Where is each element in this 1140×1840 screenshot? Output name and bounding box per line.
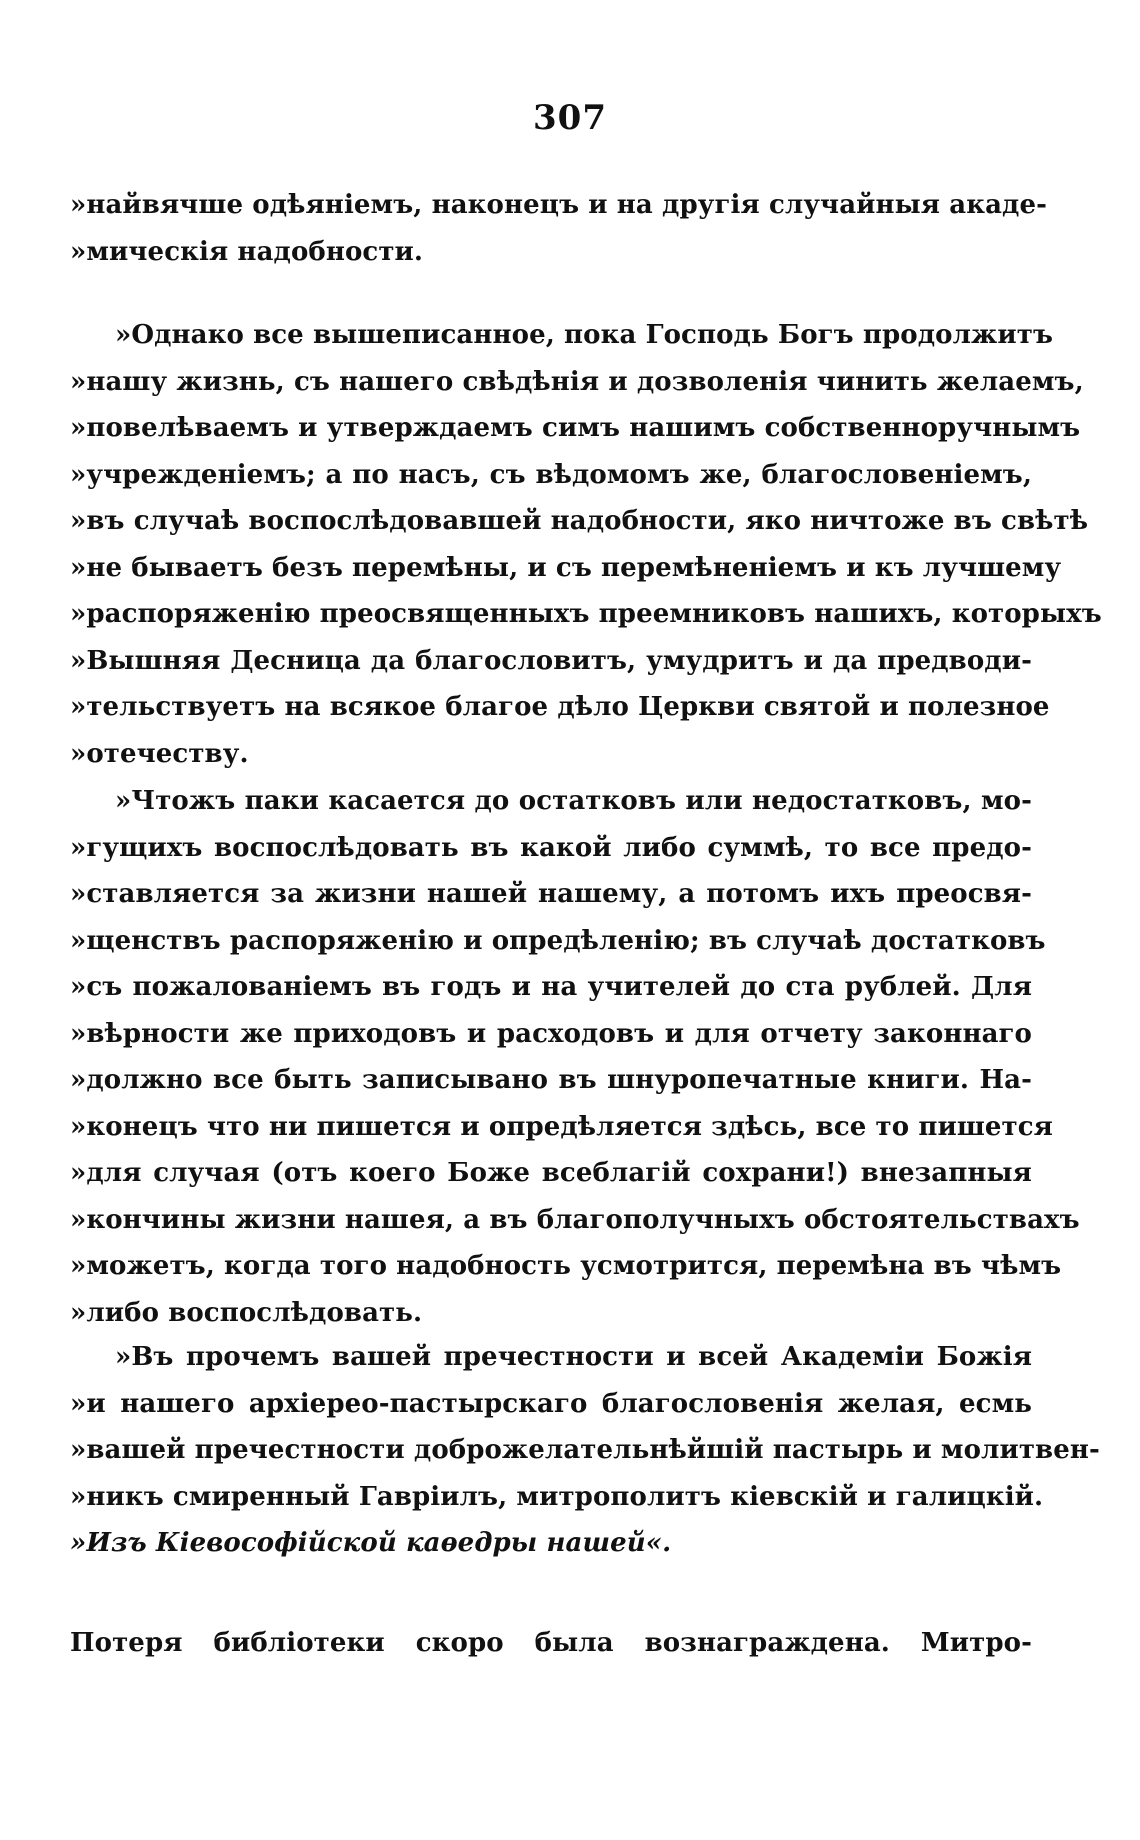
text-line: »Въ прочемъ вашей пречестности и всей Академіи Божія <box>115 1342 1032 1372</box>
paragraph-continuation <box>70 182 1048 275</box>
text-line: »никъ смиренный Гавріилъ, митрополитъ кіевскій и галицкій. <box>70 1481 1044 1512</box>
text-line: »гущихъ воспослѣдовать въ какой либо суммѣ, то все предо- <box>70 832 1032 863</box>
paragraph-will-provisions <box>70 312 1102 777</box>
text-line: »должно все быть записывано въ шнуропечатные книги. На- <box>70 1065 1032 1095</box>
text-line: »отечеству. <box>70 738 249 769</box>
text-line: »Чтожъ паки касается до остатковъ или недостатковъ, мо- <box>115 786 1032 816</box>
text-line: »Изъ Кіевософійской каѳедры нашей«. <box>70 1528 672 1558</box>
text-line: »тельствуетъ на всякое благое дѣло Церкви святой и полезное <box>70 692 1050 722</box>
paragraph-blessing <box>70 1334 1100 1567</box>
text-line: Потеря библіотеки скоро была вознаграждена. Митро- <box>70 1628 1032 1658</box>
text-line: »съ пожалованіемъ въ годъ и на учителей до ста рублей. Для <box>70 972 1032 1002</box>
text-line: »Вышняя Десница да благословитъ, умудритъ и да предводи- <box>70 645 1032 676</box>
text-line: »повелѣваемъ и утверждаемъ симъ нашимъ собственноручнымъ <box>70 413 1081 443</box>
text-line: »нашу жизнь, съ нашего свѣдѣнія и дозволенія чинить желаемъ, <box>70 366 1084 397</box>
text-line: »мическія надобности. <box>70 236 424 267</box>
text-line: »учрежденіемъ; а по насъ, съ вѣдомомъ же, благословеніемъ, <box>70 459 1032 490</box>
text-line: »либо воспослѣдовать. <box>70 1297 423 1328</box>
paragraph-library <box>70 1620 1032 1667</box>
text-line: »распоряженію преосвященныхъ преемниковъ нашихъ, которыхъ <box>70 599 1102 629</box>
text-line: »кончины жизни нашея, а въ благополучныхъ обстоятельствахъ <box>70 1204 1080 1235</box>
text-line: »щенствъ распоряженію и опредѣленію; въ случаѣ достатковъ <box>70 925 1046 956</box>
text-line: »для случая (отъ коего Боже всеблагій сохрани!) внезапныя <box>70 1158 1032 1188</box>
text-line: »вашей пречестности доброжелательнѣйшій пастырь и молитвен- <box>70 1435 1100 1465</box>
text-line: »въ случаѣ воспослѣдовавшей надобности, яко ничтоже въ свѣтѣ <box>70 506 1089 536</box>
text-line: »ставляется за жизни нашей нашему, а потомъ ихъ преосвя- <box>70 879 1032 909</box>
text-line: »найвячше одѣяніемъ, наконецъ и на другія случайныя акаде- <box>70 190 1048 220</box>
text-line: »не бываетъ безъ перемѣны, и съ перемѣненіемъ и къ лучшему <box>70 552 1062 583</box>
text-line: »и нашего архіерео-пастырскаго благословенія желая, есмь <box>70 1388 1032 1419</box>
page-number: 307 <box>533 98 607 138</box>
text-line: »вѣрности же приходовъ и расходовъ и для отчету законнаго <box>70 1018 1032 1049</box>
text-line: »конецъ что ни пишется и опредѣляется здѣсь, все то пишется <box>70 1111 1053 1142</box>
paragraph-surpluses <box>70 778 1080 1336</box>
text-line: »можетъ, когда того надобность усмотрится, перемѣна въ чѣмъ <box>70 1251 1062 1281</box>
text-line: »Однако все вышеписанное, пока Господь Богъ продолжитъ <box>115 320 1054 350</box>
